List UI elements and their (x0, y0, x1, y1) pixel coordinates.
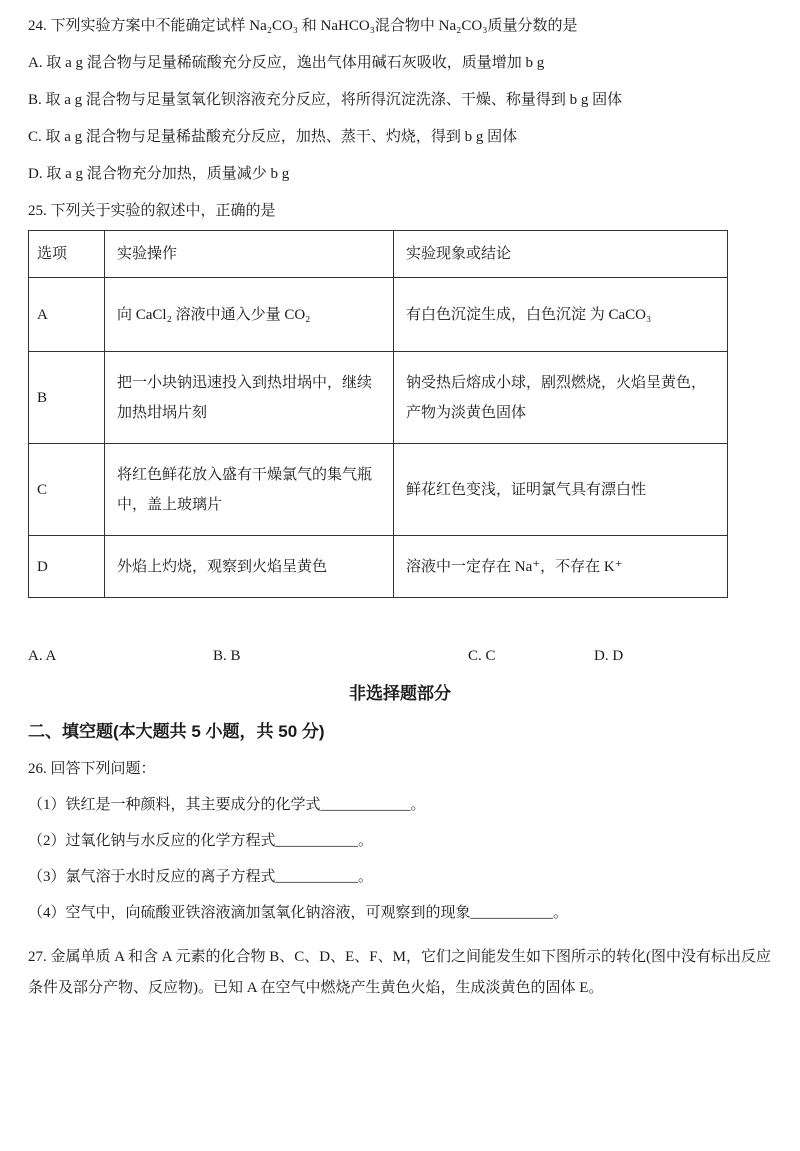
section-title: 非选择题部分 (349, 684, 451, 703)
answer-choice-a: A. A (28, 648, 57, 664)
q26-item-4: （4）空气中，向硫酸亚铁溶液滴加氢氧化钠溶液，可观察到的现象___________。 (28, 905, 569, 921)
table-header-option: 选项 (29, 231, 105, 278)
q26-item-3: （3）氯气溶于水时反应的离子方程式___________。 (28, 869, 374, 885)
q26-item-1: （1）铁红是一种颜料，其主要成分的化学式____________。 (28, 797, 426, 813)
table-row (29, 536, 728, 598)
q26-item-2: （2）过氧化钠与水反应的化学方程式___________。 (28, 833, 374, 849)
q26-stem: 26. 回答下列问题： (28, 761, 156, 777)
table-header-result: 实验现象或结论 (394, 231, 728, 278)
q24-option-d: D. 取 a g 混合物充分加热，质量减少 b g (28, 166, 290, 182)
section-subtitle: 二、填空题(本大题共 5 小题，共 50 分) (28, 722, 325, 741)
q24-option-c: C. 取 a g 混合物与足量稀盐酸充分反应，加热、蒸干、灼烧，得到 b g 固体 (28, 129, 518, 145)
row-a-result: 有白色沉淀生成，白色沉淀 为 CaCO₃ (394, 278, 728, 352)
row-a-operation: 向 CaCl₂ 溶液中通入少量 CO₂ (105, 278, 394, 352)
q25-stem: 25. 下列关于实验的叙述中，正确的是 (28, 203, 276, 219)
row-a-option: A (29, 278, 105, 352)
row-c-option: C (29, 444, 105, 536)
q24-stem: 24. 下列实验方案中不能确定试样 Na₂CO₃ 和 NaHCO₃混合物中 Na₂CO₃质量分数的是 (28, 18, 578, 34)
row-d-option: D (29, 536, 105, 598)
row-b-operation: 把一小块钠迅速投入到热坩埚中，继续加热坩埚片刻 (105, 352, 394, 444)
table-header-row (29, 231, 728, 278)
q24-option-a: A. 取 a g 混合物与足量稀硫酸充分反应，逸出气体用碱石灰吸收，质量增加 b g (28, 55, 545, 71)
row-d-result: 溶液中一定存在 Na⁺，不存在 K⁺ (394, 536, 728, 598)
table-row (29, 278, 728, 352)
row-d-operation: 外焰上灼烧，观察到火焰呈黄色 (105, 536, 394, 598)
q25-table (28, 230, 728, 598)
answer-choice-d: D. D (594, 648, 624, 664)
row-c-operation: 将红色鲜花放入盛有干燥氯气的集气瓶中，盖上玻璃片 (105, 444, 394, 536)
answer-choice-b: B. B (213, 648, 241, 664)
table-row (29, 352, 728, 444)
row-b-option: B (29, 352, 105, 444)
table-header-operation: 实验操作 (105, 231, 394, 278)
answer-choice-c: C. C (468, 648, 496, 664)
table-row (29, 444, 728, 536)
q27-stem: 27. 金属单质 A 和含 A 元素的化合物 B、C、D、E、F、M，它们之间能发生如下图所示的转化(图中没有标出反应条件及部分产物、反应物)。已知 A 在空气中燃烧产生黄色火焰，生成淡黄色的固体 E。 (28, 949, 771, 996)
row-b-result: 钠受热后熔成小球，剧烈燃烧，火焰呈黄色，产物为淡黄色固体 (394, 352, 728, 444)
q25-answer-choices (28, 648, 772, 664)
row-c-result: 鲜花红色变浅，证明氯气具有漂白性 (394, 444, 728, 536)
q24-option-b: B. 取 a g 混合物与足量氢氧化钡溶液充分反应，将所得沉淀洗涤、干燥、称量得到 b g 固体 (28, 92, 623, 108)
